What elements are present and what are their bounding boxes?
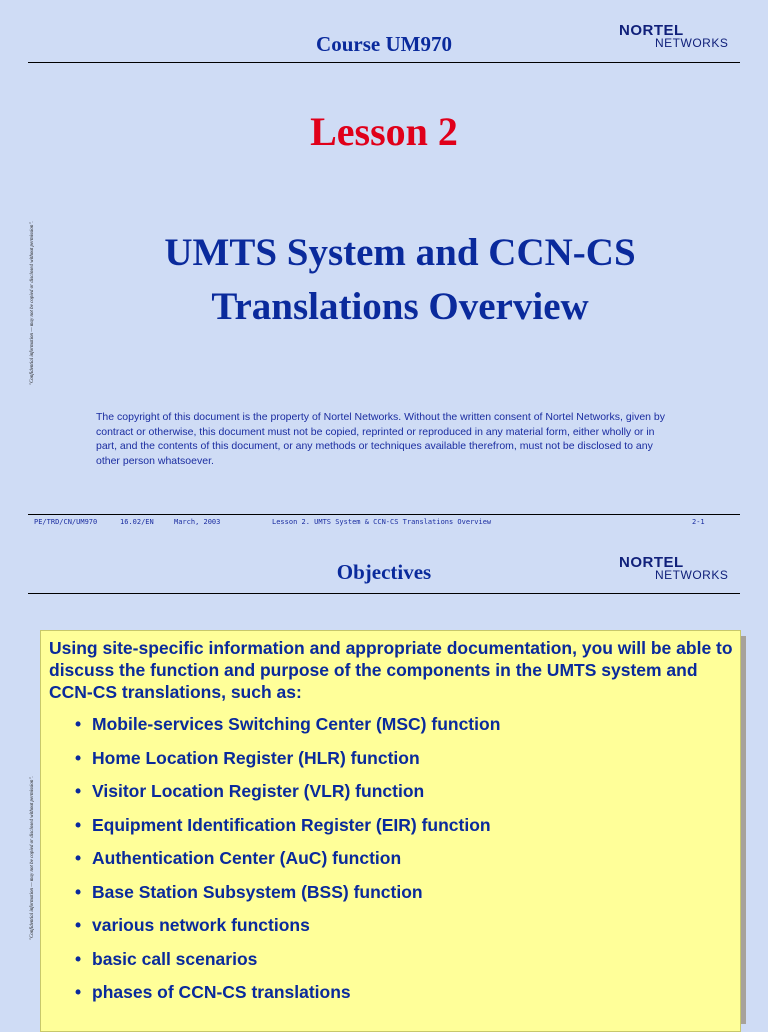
- list-item: [75, 781, 500, 815]
- list-item-text: various network functions: [92, 915, 310, 935]
- footer-version: 16.02/EN: [120, 518, 154, 526]
- list-item-text: Mobile-services Switching Center (MSC) function: [92, 714, 501, 734]
- list-item: [75, 848, 500, 882]
- bullet-icon: •: [75, 915, 82, 935]
- list-item-text: Authentication Center (AuC) function: [92, 848, 402, 868]
- list-item: [75, 748, 500, 782]
- objectives-slide: [0, 540, 768, 1024]
- objectives-list: [75, 714, 500, 1016]
- confidential-side-note: "Confidential information — may not be copied or disclosed without permission".: [30, 221, 35, 385]
- nortel-networks-logo: [619, 554, 741, 586]
- confidential-side-note: "Confidential information — may not be copied or disclosed without permission".: [30, 776, 35, 940]
- bullet-icon: •: [75, 881, 82, 902]
- list-item-text: basic call scenarios: [92, 948, 258, 969]
- main-title-line-2: Translations Overview: [211, 285, 589, 328]
- main-title-line-1: UMTS System and CCN-CS: [164, 231, 636, 274]
- list-item-text: Visitor Location Register (VLR) function: [92, 781, 425, 801]
- bullet-icon: •: [75, 814, 82, 835]
- main-title: [90, 226, 710, 334]
- course-title: Course UM970: [316, 32, 452, 56]
- footer-date: March, 2003: [174, 518, 221, 526]
- footer-divider: [28, 514, 740, 515]
- footer-page-number: 2-1: [692, 518, 705, 526]
- footer-lesson-name: Lesson 2. UMTS System & CCN-CS Translations Overview: [272, 518, 492, 526]
- list-item: [75, 949, 500, 983]
- logo-nortel-text: NORTEL: [619, 22, 684, 39]
- list-item: [75, 882, 500, 916]
- logo-networks-text: NETWORKS: [655, 568, 729, 582]
- bullet-icon: •: [75, 948, 82, 969]
- list-item-text: Home Location Register (HLR) function: [92, 747, 420, 768]
- bullet-icon: •: [75, 714, 82, 734]
- bullet-icon: •: [75, 747, 82, 768]
- bullet-icon: •: [75, 781, 82, 801]
- bullet-icon: •: [75, 982, 82, 1002]
- objectives-title: Objectives: [336, 560, 432, 584]
- nortel-networks-logo: [619, 22, 741, 54]
- list-item-text: Equipment Identification Register (EIR) function: [92, 814, 491, 835]
- objectives-box: [40, 630, 741, 1032]
- list-item-text: Base Station Subsystem (BSS) function: [92, 881, 423, 902]
- header-divider: [28, 62, 740, 63]
- logo-nortel-text: NORTEL: [619, 554, 684, 571]
- bullet-icon: •: [75, 848, 82, 868]
- list-item-text: phases of CCN-CS translations: [92, 982, 351, 1002]
- header-divider: [28, 593, 740, 594]
- lesson-title: Lesson 2: [310, 109, 458, 154]
- logo-networks-text: NETWORKS: [655, 36, 729, 50]
- list-item: [75, 714, 500, 748]
- list-item: [75, 915, 500, 949]
- objectives-intro: Using site-specific information and appropriate documentation, you will be able to discuss the function and purpose of the components in the UMTS system and CCN-CS translations, such as:: [49, 638, 733, 702]
- list-item: [75, 815, 500, 849]
- copyright-notice: The copyright of this document is the property of Nortel Networks. Without the written consent of Nortel Networks, given by contract or otherwise, this document must not be copied, reprinted or reproduced in any material form, either wholly or in part, and the contents of this document, or any methods or techniques available therefrom, must not be disclosed to any other person whatsoever.: [96, 411, 665, 467]
- list-item: [75, 982, 500, 1016]
- footer-course-code: PE/TRD/CN/UM970: [34, 518, 98, 526]
